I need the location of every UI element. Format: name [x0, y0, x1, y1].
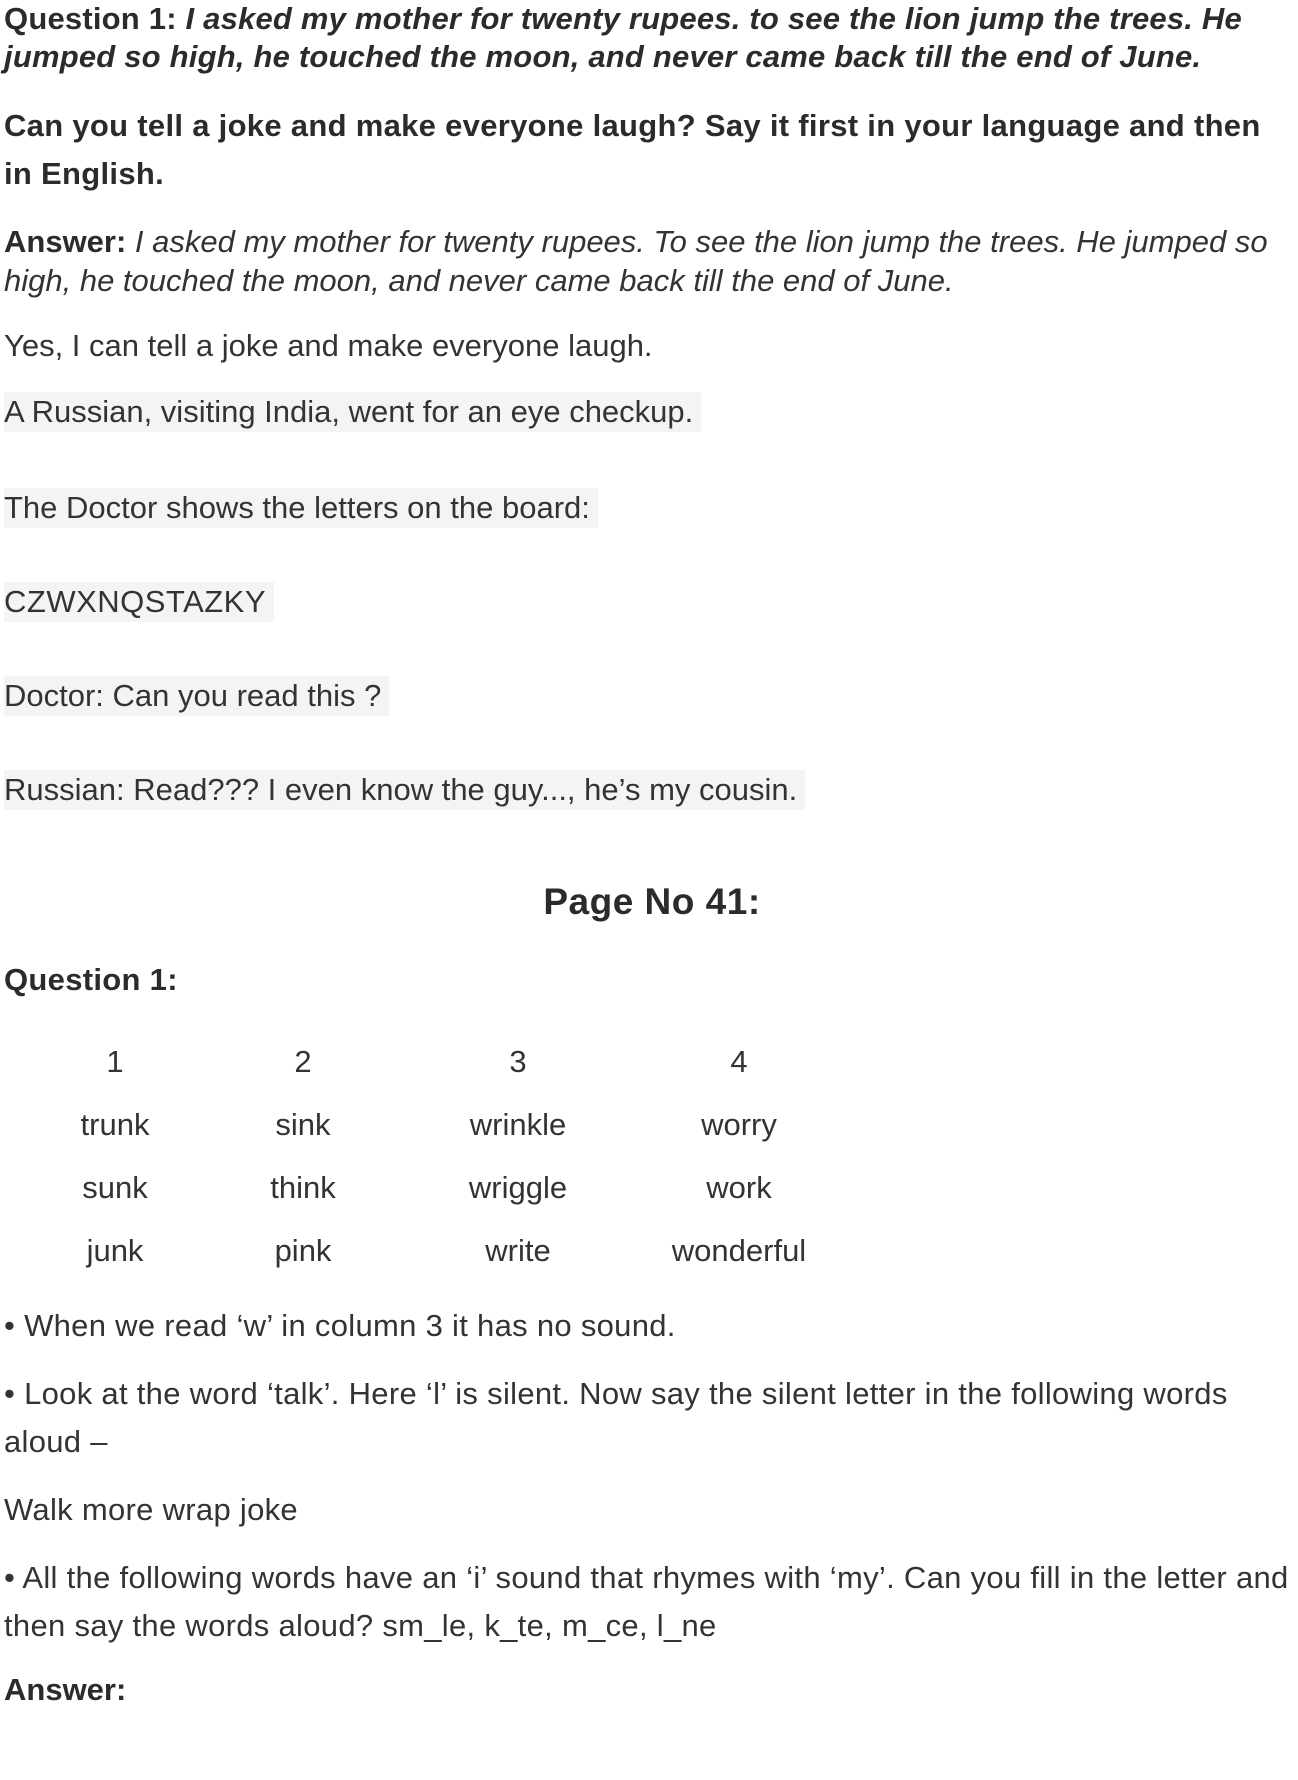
- answer-2-label: Answer:: [4, 1672, 127, 1707]
- table-cell: sunk: [82, 1169, 148, 1205]
- table-cell: junk: [86, 1232, 144, 1268]
- joke-line-3: Doctor: Can you read this ?: [4, 676, 389, 716]
- bullet-point-3: • All the following words have an ‘i’ sound that rhymes with ‘my’. Can you fill in the letter and then say the words aloud? sm_le, k_te, m_ce, l_ne: [4, 1560, 1289, 1643]
- answer-text: I asked my mother for twenty rupees. To see the lion jump the trees. He jumped so high, he touched the moon, and never came back till the end of June.: [4, 224, 1268, 298]
- table-cell: write: [485, 1232, 551, 1268]
- table-header-row: [34, 1030, 852, 1093]
- question-2-label: Question 1:: [4, 962, 178, 997]
- table-cell: sink: [275, 1106, 331, 1142]
- joke-line-4: Russian: Read??? I even know the guy..., he’s my cousin.: [4, 770, 805, 810]
- column-header: 1: [106, 1043, 124, 1079]
- table-row: [34, 1156, 852, 1219]
- bullet-point-2: • Look at the word ‘talk’. Here ‘l’ is silent. Now say the silent letter in the following words aloud –: [4, 1376, 1228, 1459]
- joke-line-1: A Russian, visiting India, went for an eye checkup.: [4, 392, 701, 432]
- question-text: I asked my mother for twenty rupees. to see the lion jump the trees. He jumped so high, he touched the moon, and never came back till the end of June.: [4, 1, 1242, 74]
- column-header: 2: [294, 1043, 312, 1079]
- word-table: [34, 1030, 852, 1282]
- table-cell: trunk: [80, 1106, 150, 1142]
- silent-letter-words: Walk more wrap joke: [4, 1492, 298, 1527]
- table-cell: wrinkle: [469, 1106, 567, 1142]
- document-page: [4, 0, 1294, 1710]
- joke-letters: CZWXNQSTAZKY: [4, 582, 274, 622]
- question-label: Question 1:: [4, 1, 177, 36]
- answer-1: [4, 222, 1294, 300]
- bullet-point-1: • When we read ‘w’ in column 3 it has no sound.: [4, 1308, 676, 1343]
- table-cell: work: [706, 1169, 772, 1205]
- table-cell: wonderful: [671, 1232, 807, 1268]
- table-row: [34, 1219, 852, 1282]
- table-cell: pink: [274, 1232, 332, 1268]
- table-cell: wriggle: [468, 1169, 568, 1205]
- joke-intro: Yes, I can tell a joke and make everyone laugh.: [4, 328, 653, 363]
- answer-label: Answer:: [4, 224, 127, 259]
- joke-line-2: The Doctor shows the letters on the board:: [4, 488, 598, 528]
- column-header: 4: [730, 1043, 748, 1079]
- table-row: [34, 1093, 852, 1156]
- column-header: 3: [509, 1043, 527, 1079]
- question-1-statement: [4, 0, 1294, 76]
- question-1-prompt: Can you tell a joke and make everyone laugh? Say it first in your language and then in English.: [4, 108, 1261, 191]
- table-cell: worry: [701, 1106, 777, 1142]
- page-heading: Page No 41:: [543, 881, 761, 922]
- table-cell: think: [270, 1169, 336, 1205]
